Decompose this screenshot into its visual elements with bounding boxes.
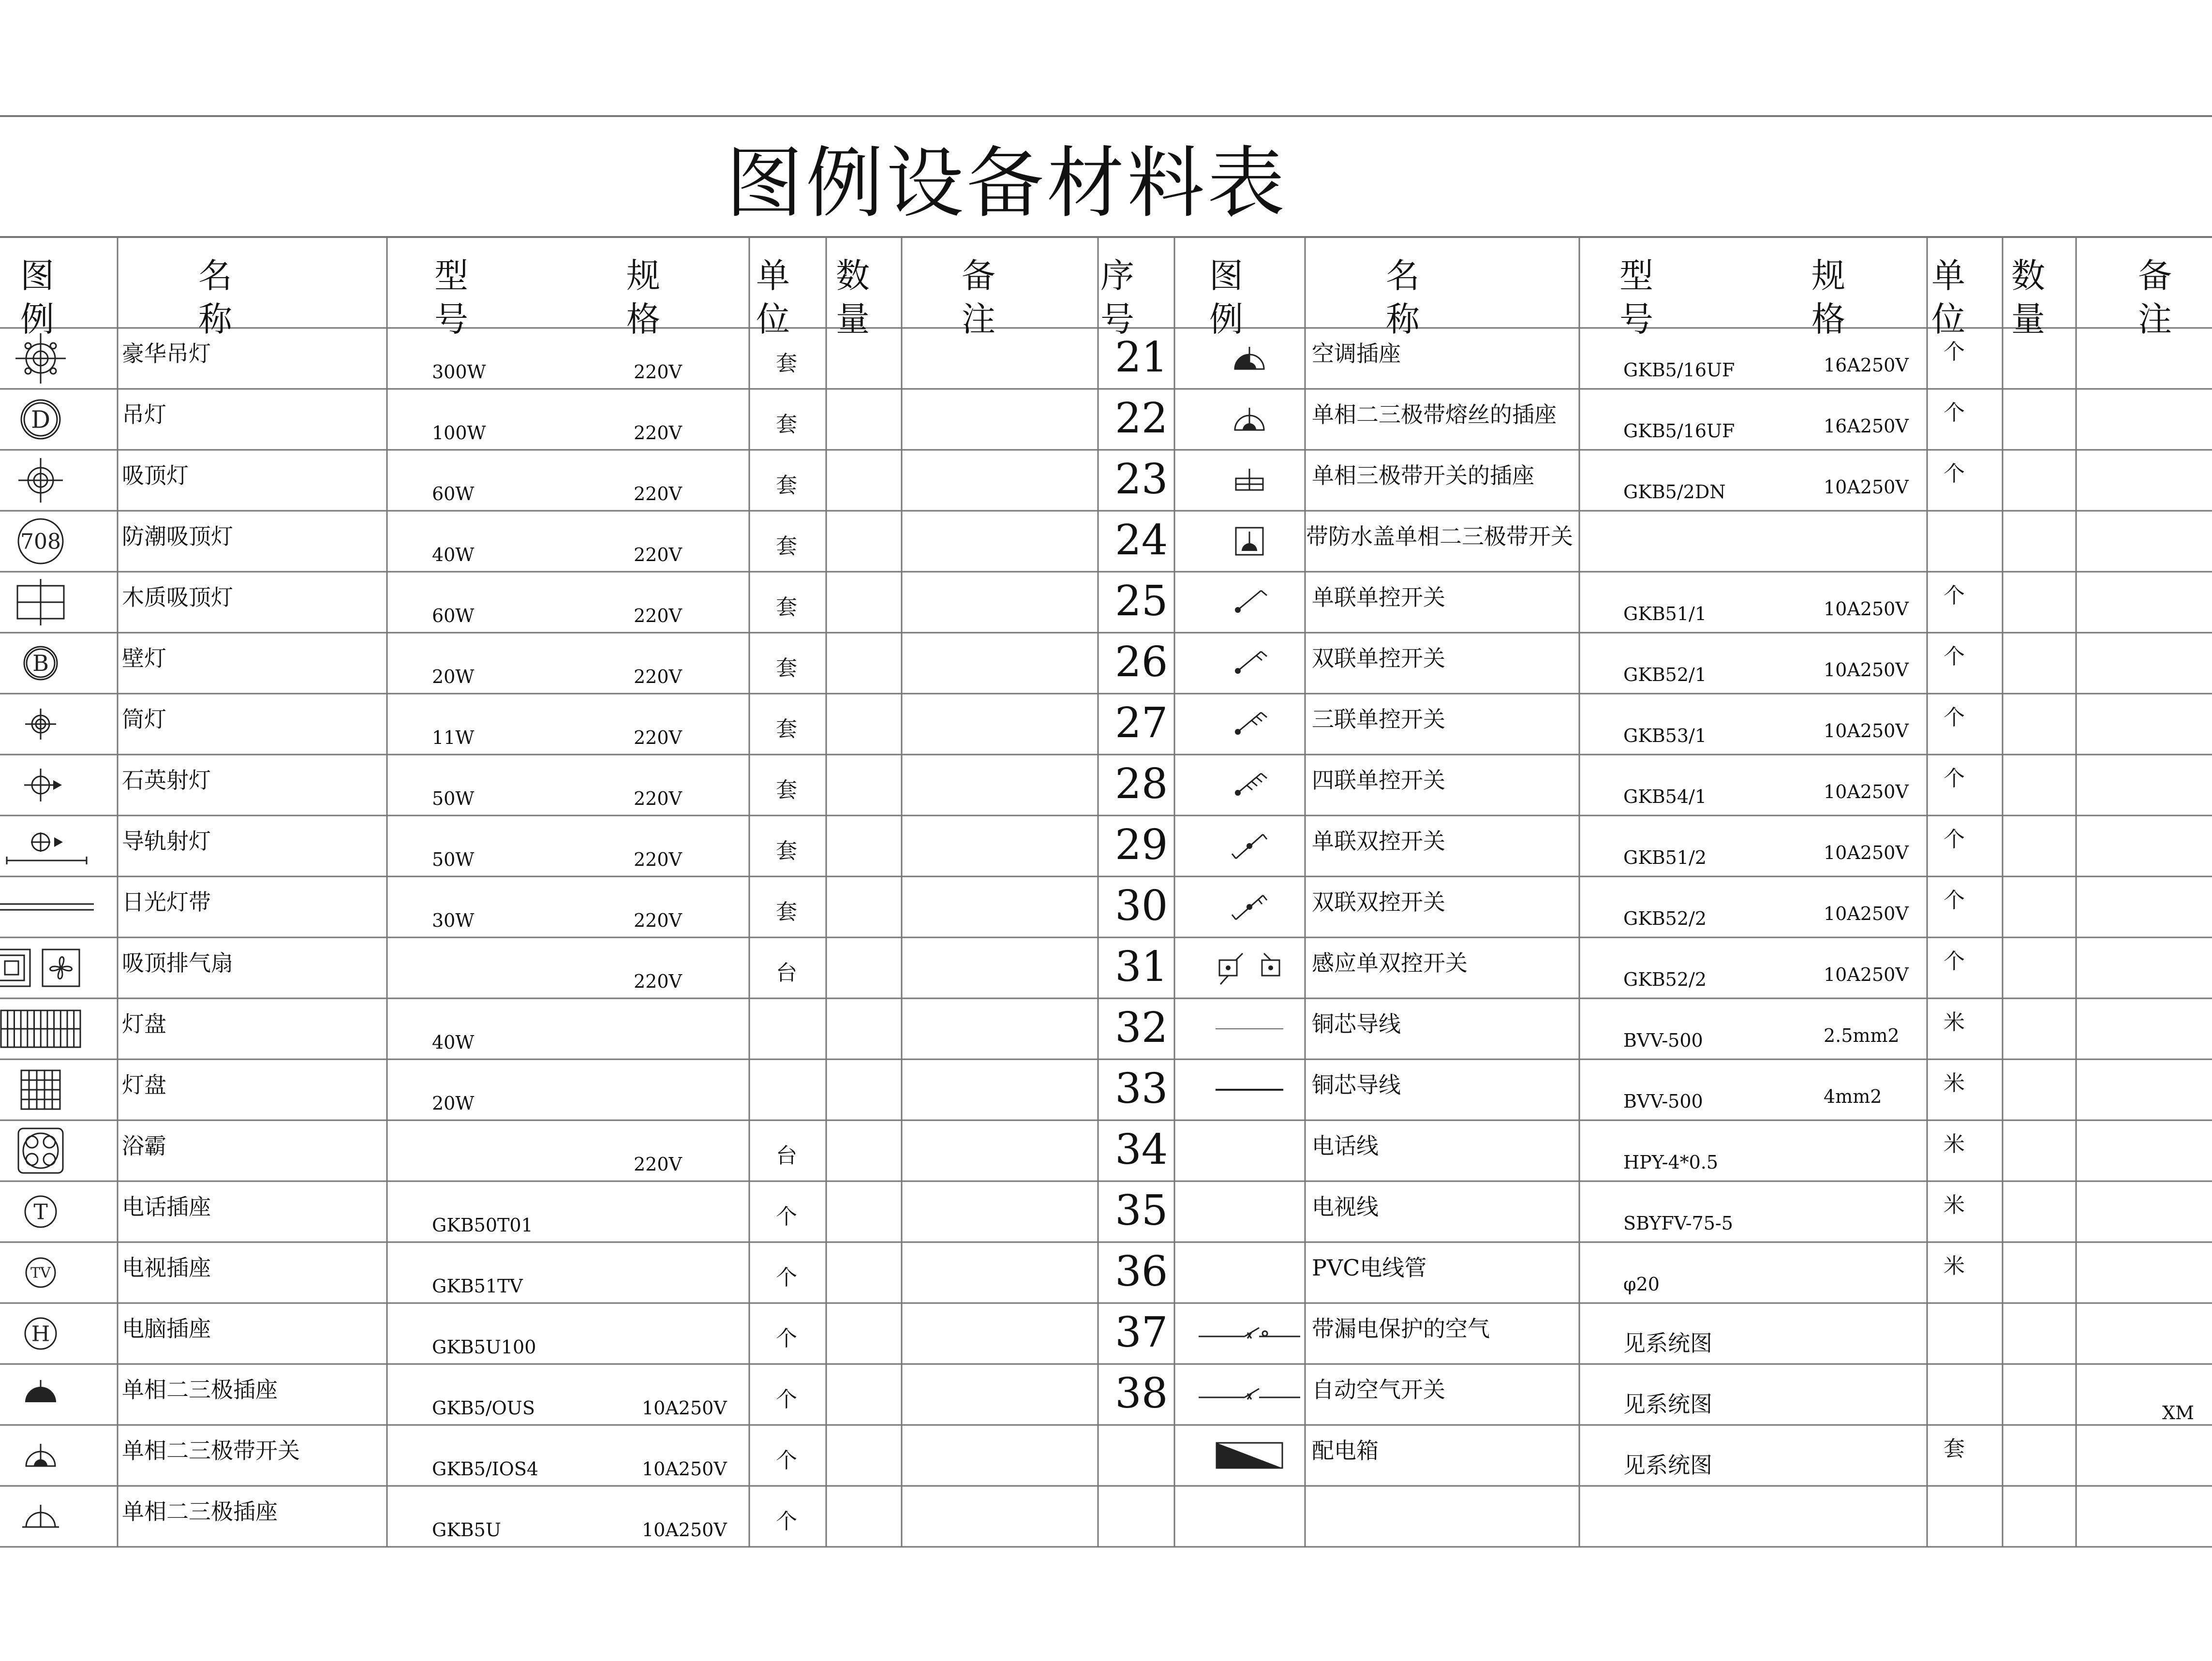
list-item-spec: 2.5mm2 [1824,1025,1900,1046]
list-item-seq: 21 [1115,333,1168,382]
list-item-model: 20W [432,666,475,687]
list-item-name: 日光灯带 [122,889,211,915]
list-item-unit: 套 [1944,1437,1965,1461]
light-panel-large-icon [0,1002,94,1055]
list-item-model: GKB52/2 [1623,969,1707,990]
list-item-spec: 16A250V [1824,415,1909,437]
list-item-name: 石英射灯 [122,767,211,793]
list-item-spec: 10A250V [1824,903,1909,924]
header-qty-bottom: 量 [2011,299,2045,339]
list-item-model: 50W [432,788,475,809]
header-name-top: 名 [198,256,232,296]
list-item-seq: 31 [1115,943,1168,991]
list-item-model: 100W [432,422,486,444]
list-item-seq: 29 [1115,821,1168,869]
moisture-proof-lamp-708-icon [0,515,94,568]
list-item-seq: 27 [1115,699,1168,747]
list-item-model: 40W [432,544,475,565]
pendant-lamp-d-icon [0,393,94,446]
list-item-seq: 32 [1115,1004,1168,1052]
list-item-seq: 36 [1115,1247,1168,1296]
quartz-spotlight-icon [0,758,94,812]
list-item-name: 单联双控开关 [1312,828,1445,854]
list-item-spec: 220V [634,666,682,687]
switched-three-pin-socket-icon [1196,454,1303,507]
list-item-model: HPY-4*0.5 [1623,1152,1719,1173]
list-item-spec: 10A250V [642,1458,727,1480]
downlight-icon [0,697,94,751]
list-item-unit: 个 [1944,827,1965,852]
header-note-bottom: 注 [2138,299,2172,339]
list-item-seq: 25 [1115,577,1168,625]
list-item-name: 吸顶灯 [122,462,189,489]
list-item-spec: 220V [634,727,682,748]
list-item-spec: 10A250V [1824,476,1909,498]
list-item-name: PVC电线管 [1312,1255,1427,1281]
list-item-unit: 套 [776,412,797,437]
svg-text:B: B [32,650,49,677]
header-note-top: 备 [962,256,995,296]
list-item-unit: 个 [1944,583,1965,608]
double-two-way-switch-icon [1196,880,1303,934]
single-gang-switch-icon [1196,576,1303,629]
header-unit-bottom: 位 [756,299,790,339]
list-item-model: GKB51TV [432,1275,523,1297]
list-item-model: 30W [432,910,475,931]
fluorescent-strip-icon [0,880,94,934]
list-item-unit: 个 [1944,705,1965,730]
list-item-unit: 套 [776,717,797,742]
list-item-seq: 33 [1115,1065,1168,1113]
list-item-name: 带漏电保护的空气 [1312,1316,1490,1342]
list-item-name: 灯盘 [122,1011,166,1037]
list-item-unit: 个 [1944,888,1965,913]
list-item-unit: 米 [1944,1010,1965,1035]
list-item-model: GKB50T01 [432,1215,533,1236]
track-spotlight-icon [0,819,94,873]
list-item-model: GKB53/1 [1623,725,1707,746]
wooden-ceiling-lamp-icon [0,576,94,629]
list-item-name: 吸顶排气扇 [122,950,233,976]
list-item-name: 单相三极带开关的插座 [1312,462,1534,489]
list-item-spec: 10A250V [1824,781,1909,802]
list-item-name: 豪华吊灯 [122,341,211,367]
list-item-model: 见系统图 [1623,1452,1712,1478]
list-item-model: GKB54/1 [1623,786,1707,807]
list-item-spec: 10A250V [1824,720,1909,742]
list-item-spec: 10A250V [642,1519,727,1541]
list-item-name: 带防水盖单相二三极带开关 [1306,523,1573,549]
svg-text:H: H [31,1321,50,1347]
copper-wire-thin-icon [1196,1002,1303,1055]
list-item-seq: 26 [1115,638,1168,686]
list-item-unit: 套 [776,656,797,681]
list-item-unit: 个 [1944,400,1965,425]
list-item-model: GKB5U [432,1519,501,1541]
list-item-model: SBYFV-75-5 [1623,1213,1733,1234]
list-item-unit: 个 [1944,644,1965,669]
list-item-unit: 个 [1944,461,1965,486]
telephone-socket-t-icon [0,1185,94,1238]
list-item-unit: 套 [776,473,797,498]
header-qty-bottom: 量 [836,299,870,339]
list-item-name: 单联单控开关 [1312,584,1445,610]
list-item-name: 导轨射灯 [122,828,211,854]
list-item-spec: 220V [634,361,682,383]
list-item-model: 60W [432,605,475,626]
page-title: 图例设备材料表 [726,138,1288,228]
header-legend-top: 图 [1209,256,1243,296]
list-item-unit: 台 [776,1143,797,1168]
header-seq-top: 序 [1100,256,1134,296]
list-item-model: GKB51/2 [1623,847,1707,868]
sensor-switch-icon [1196,941,1303,994]
list-item-spec: 10A250V [1824,842,1909,863]
triple-gang-switch-icon [1196,697,1303,751]
list-item-spec: 10A250V [1824,659,1909,681]
list-item-unit: 套 [776,839,797,863]
list-item-unit: 套 [776,351,797,376]
list-item-unit: 个 [776,1204,797,1229]
list-item-model: GKB52/2 [1623,908,1707,929]
header-unit-top: 单 [756,256,790,296]
list-item-unit: 个 [1944,766,1965,791]
list-item-name: 电话插座 [122,1194,211,1220]
ceiling-lamp-icon [0,454,94,507]
header-seq-bottom: 号 [1100,299,1134,339]
list-item-unit: 个 [1944,340,1965,364]
ceiling-exhaust-fan-icon [0,941,94,994]
list-item-seq: 35 [1115,1186,1168,1235]
list-item-unit: 套 [776,595,797,620]
list-item-note: XM [2162,1402,2194,1424]
list-item-unit: 个 [776,1448,797,1473]
copper-wire-thick-icon [1196,1063,1303,1116]
wall-lamp-b-icon [0,637,94,690]
list-item-name: 单相二三极插座 [122,1377,278,1403]
header-legend-bottom: 例 [20,299,54,339]
header-spec-bottom: 格 [1811,299,1845,339]
header-unit-bottom: 位 [1931,299,1965,339]
list-item-model: 40W [432,1032,475,1053]
list-item-model: 60W [432,483,475,504]
list-item-model: 见系统图 [1623,1391,1712,1417]
list-item-unit: 米 [1944,1193,1965,1217]
fused-socket-icon [1196,393,1303,446]
list-item-name: 空调插座 [1312,341,1401,367]
list-item-model: BVV-500 [1623,1030,1703,1051]
list-item-model: GKB52/1 [1623,664,1707,685]
list-item-name: 自动空气开关 [1312,1377,1445,1403]
list-item-name: 感应单双控开关 [1312,950,1468,976]
header-note-top: 备 [2138,256,2172,296]
list-item-model: 300W [432,361,486,383]
list-item-model: GKB5U100 [432,1336,536,1358]
list-item-model: 20W [432,1093,475,1114]
list-item-spec: 220V [634,971,682,992]
list-item-seq: 30 [1115,882,1168,930]
list-item-model: GKB5/OUS [432,1397,535,1419]
list-item-name: 电话线 [1312,1133,1379,1159]
list-item-spec: 220V [634,1154,682,1175]
leakage-breaker-icon [1196,1307,1303,1360]
list-item-model: GKB5/IOS4 [432,1458,539,1480]
list-item-model: GKB5/2DN [1623,481,1726,503]
header-legend-bottom: 例 [1209,299,1243,339]
computer-socket-h-icon [0,1307,94,1360]
list-item-seq: 22 [1115,394,1168,443]
list-item-unit: 台 [776,961,797,985]
socket-with-switch-icon [0,1429,94,1482]
list-item-spec: 10A250V [1824,964,1909,985]
list-item-spec: 220V [634,788,682,809]
list-item-spec: 10A250V [1824,598,1909,620]
list-item-unit: 个 [776,1326,797,1351]
list-item-seq: 23 [1115,455,1168,504]
list-item-name: 浴霸 [122,1133,166,1159]
list-item-name: 四联单控开关 [1312,767,1445,793]
single-phase-socket-filled-icon [0,1368,94,1421]
list-item-unit: 米 [1944,1254,1965,1278]
ac-socket-icon [1196,332,1303,385]
list-item-spec: 4mm2 [1824,1086,1882,1107]
list-item-spec: 220V [634,849,682,870]
light-panel-small-icon [0,1063,94,1116]
svg-text:D: D [30,405,51,434]
list-item-spec: 220V [634,544,682,565]
header-name-bottom: 称 [198,299,232,339]
list-item-name: 双联单控开关 [1312,645,1445,671]
list-item-name: 筒灯 [122,706,166,732]
list-item-seq: 38 [1115,1369,1168,1418]
list-item-model: 50W [432,849,475,870]
list-item-seq: 24 [1115,516,1168,564]
list-item-model: BVV-500 [1623,1091,1703,1112]
list-item-model: GKB51/1 [1623,603,1707,624]
list-item-unit: 个 [776,1265,797,1290]
list-item-unit: 套 [776,900,797,924]
list-item-name: 防潮吸顶灯 [122,523,233,549]
list-item-model: φ20 [1623,1274,1660,1295]
quad-gang-switch-icon [1196,758,1303,812]
list-item-seq: 37 [1115,1308,1168,1357]
single-phase-socket-icon [0,1490,94,1543]
list-item-spec: 220V [634,422,682,444]
air-breaker-icon [1196,1368,1303,1421]
header-qty-top: 数 [2011,256,2045,296]
list-item-unit: 个 [776,1509,797,1534]
list-item-seq: 28 [1115,760,1168,808]
list-item-name: 配电箱 [1312,1438,1379,1464]
list-item-model: GKB5/16UF [1623,359,1735,381]
list-item-name: 铜芯导线 [1312,1072,1401,1098]
double-gang-switch-icon [1196,637,1303,690]
header-qty-top: 数 [836,256,870,296]
list-item-name: 单相二三极带开关 [122,1438,300,1464]
waterproof-socket-icon [1196,515,1303,568]
svg-text:708: 708 [20,529,61,554]
list-item-name: 壁灯 [122,645,166,671]
header-name-bottom: 称 [1386,299,1420,339]
list-item-spec: 16A250V [1824,355,1909,376]
header-unit-top: 单 [1931,256,1965,296]
list-item-name: 吊灯 [122,401,166,428]
header-name-top: 名 [1386,256,1420,296]
list-item-spec: 220V [634,910,682,931]
list-item-name: 单相二三极插座 [122,1498,278,1525]
list-item-unit: 米 [1944,1071,1965,1096]
list-item-name: 木质吸顶灯 [122,584,233,610]
header-model-top: 型 [1619,256,1653,296]
list-item-name: 双联双控开关 [1312,889,1445,915]
tv-socket-icon [0,1246,94,1299]
header-legend-top: 图 [20,256,54,296]
list-item-unit: 套 [776,534,797,559]
header-model-bottom: 号 [434,299,468,339]
list-item-model: 11W [432,727,475,748]
svg-text:T: T [33,1200,48,1225]
list-item-model: GKB5/16UF [1623,420,1735,442]
list-item-unit: 套 [776,778,797,802]
list-item-unit: 个 [776,1387,797,1412]
list-item-unit: 米 [1944,1132,1965,1157]
header-note-bottom: 注 [962,299,995,339]
list-item-name: 三联单控开关 [1312,706,1445,732]
single-two-way-switch-icon [1196,819,1303,873]
list-item-name: 电视线 [1312,1194,1379,1220]
list-item-spec: 220V [634,605,682,626]
list-item-name: 电脑插座 [122,1316,211,1342]
list-item-name: 电视插座 [122,1255,211,1281]
pendant-chandelier-icon [0,332,94,385]
header-model-top: 型 [434,256,468,296]
header-spec-bottom: 格 [626,299,660,339]
header-spec-top: 规 [626,256,660,296]
svg-text:TV: TV [30,1264,51,1282]
header-model-bottom: 号 [1619,299,1653,339]
list-item-name: 铜芯导线 [1312,1011,1401,1037]
list-item-model: 见系统图 [1623,1330,1712,1356]
list-item-name: 灯盘 [122,1072,166,1098]
list-item-seq: 34 [1115,1126,1168,1174]
header-spec-top: 规 [1811,256,1845,296]
list-item-unit: 个 [1944,949,1965,974]
list-item-name: 单相二三极带熔丝的插座 [1312,401,1557,428]
distribution-box-icon [1196,1429,1303,1482]
list-item-spec: 10A250V [642,1397,727,1419]
list-item-spec: 220V [634,483,682,504]
bath-heater-icon [0,1124,94,1177]
